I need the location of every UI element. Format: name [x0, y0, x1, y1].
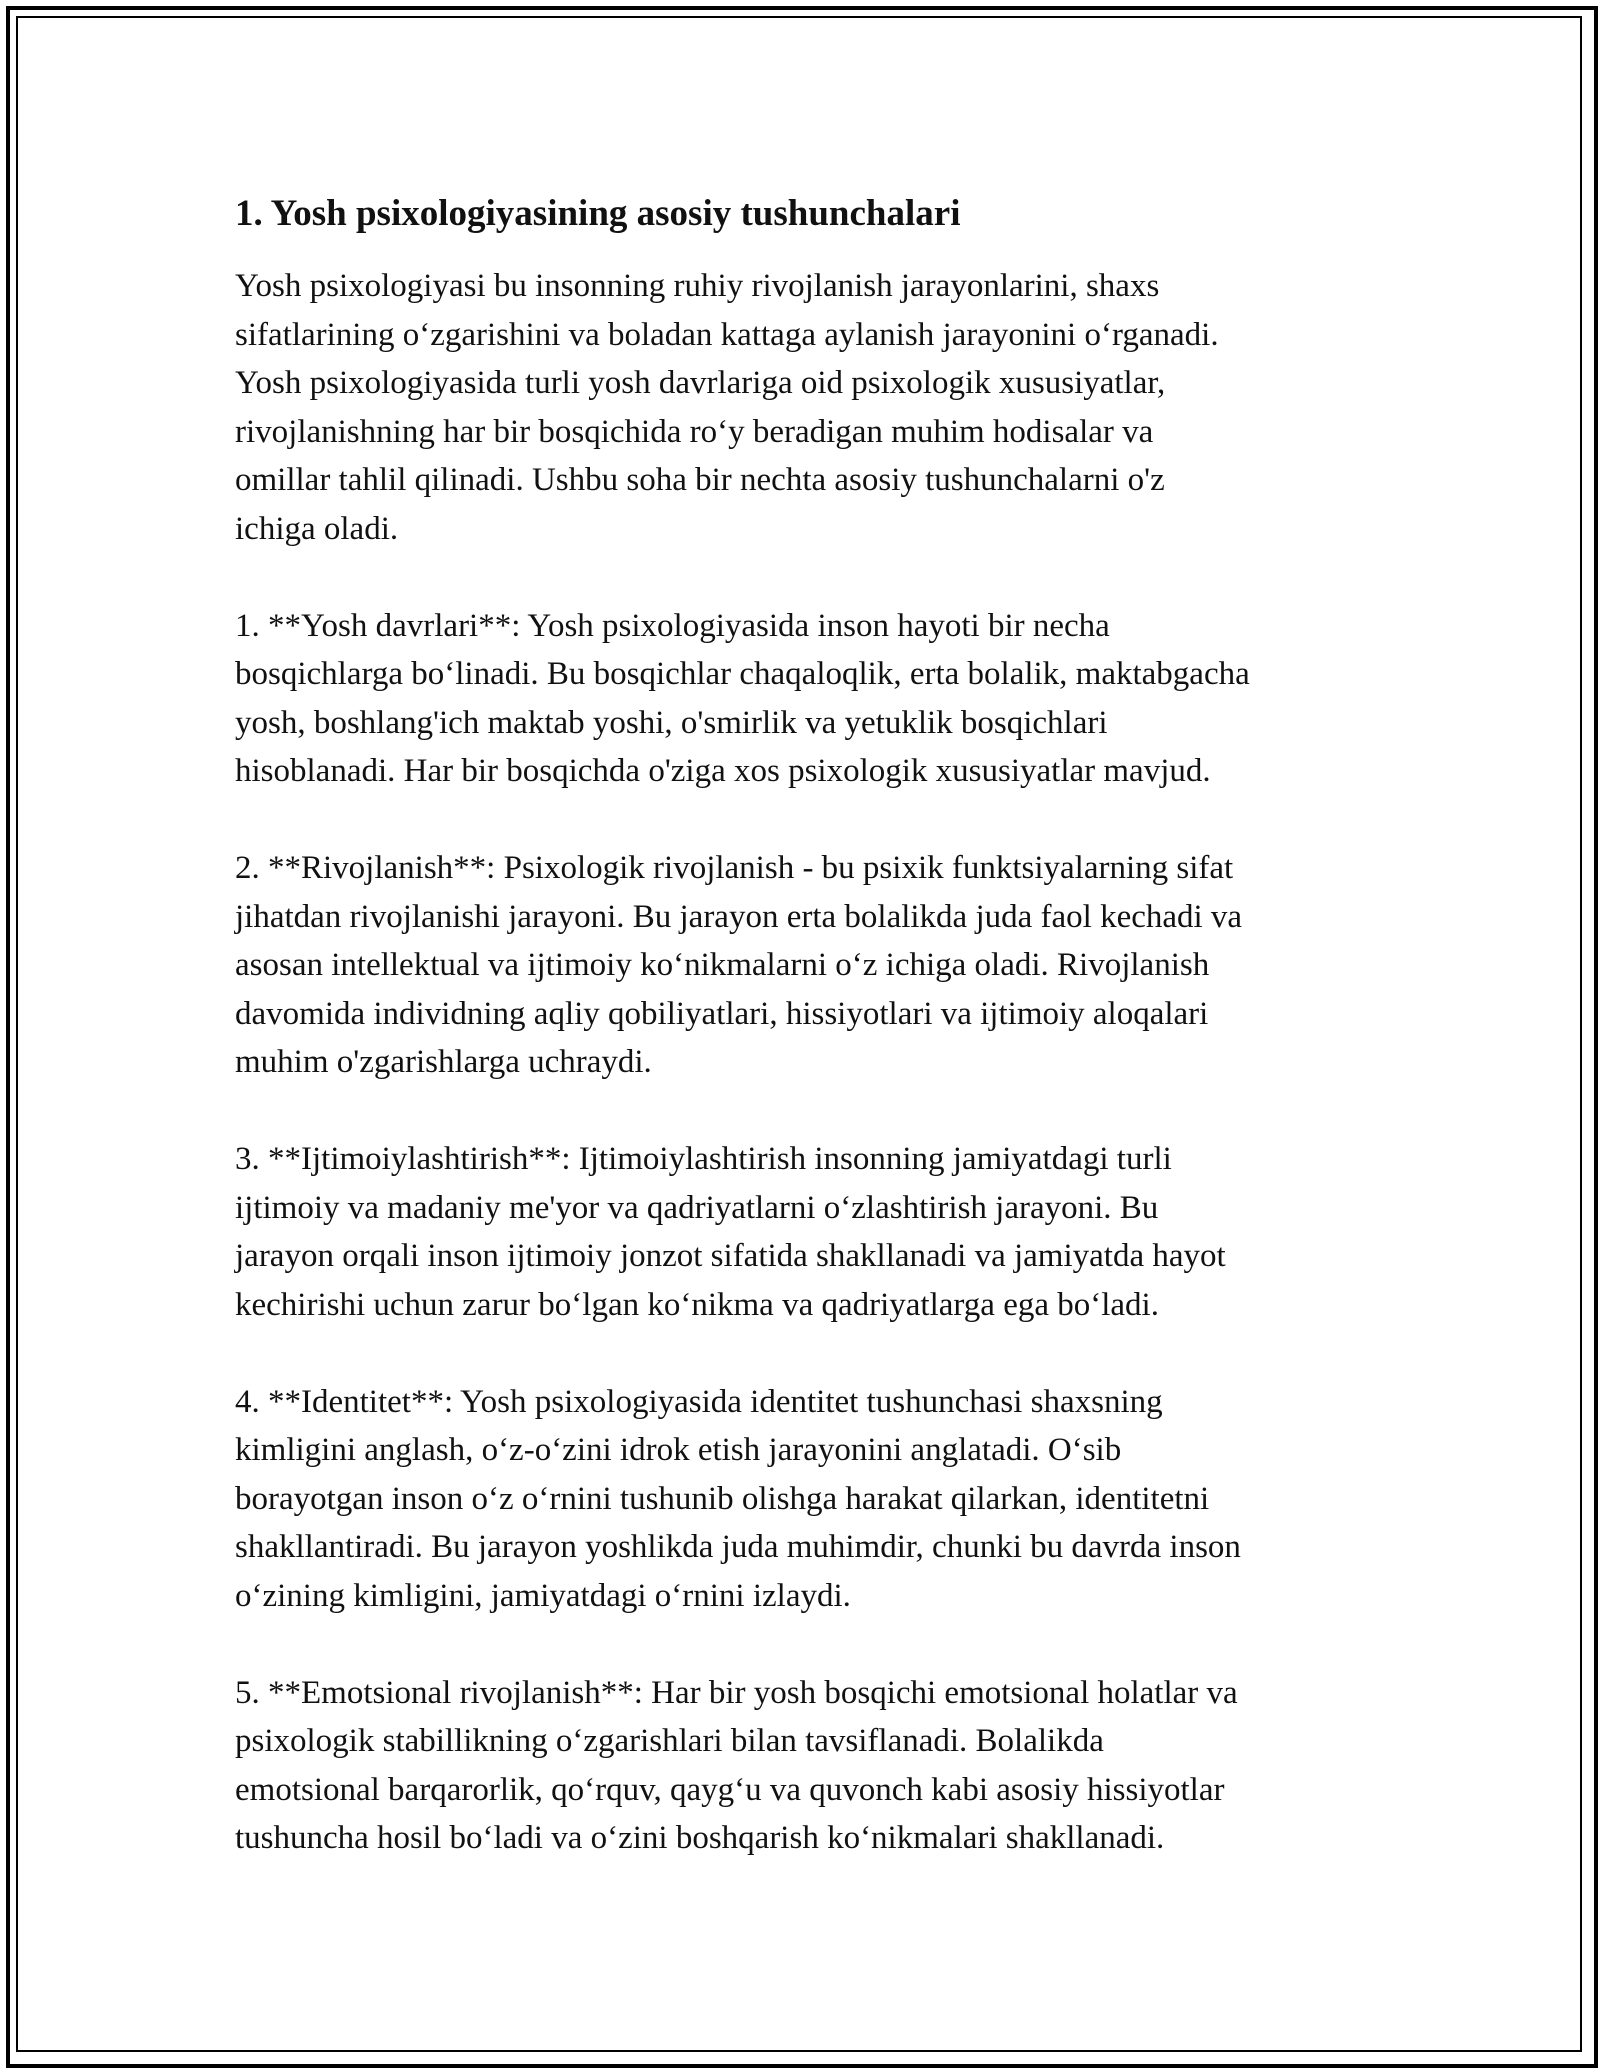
paragraph-yosh-davrlari: 1. **Yosh davrlari**: Yosh psixologiyasida inson hayoti bir necha bosqichlarga bo‘linadi. Bu bosqichlar chaqaloqlik, erta bolalik, maktabgacha yosh, boshlang'ich maktab yoshi, o'smirlik va yetuklik bosqichlari hisoblanadi. Har bir bosqichda o'ziga xos psixologik xususiyatlar mavjud. — [235, 607, 1250, 789]
paragraph-identitet: 4. **Identitet**: Yosh psixologiyasida identitet tushunchasi shaxsning kimligini anglash, o‘z-o‘zini idrok etish jarayonini anglatadi. O‘sib borayotgan inson o‘z o‘rnini tushunib olishga harakat qilarkan, identitetni shakllantiradi. Bu jarayon yoshlikda juda muhimdir, chunki bu davrda inson o‘zining kimligini, jamiyatdagi o‘rnini izlaydi. — [235, 1383, 1241, 1614]
paragraph-rivojlanish: 2. **Rivojlanish**: Psixologik rivojlanish - bu psixik funktsiyalarning sifat jihatdan rivojlanishi jarayoni. Bu jarayon erta bolalikda juda faol kechadi va asosan intellektual va ijtimoiy ko‘nikmalarni o‘z ichiga oladi. Rivojlanish davomida individning aqliy qobiliyatlari, hissiyotlari va ijtimoiy aloqalari muhim o'zgarishlarga uchraydi. — [235, 850, 1243, 1080]
document-body — [235, 188, 1385, 1911]
document-title: 1. Yosh psixologiyasining asosiy tushunchalari — [235, 193, 961, 234]
intro-paragraph: Yosh psixologiyasi bu insonning ruhiy rivojlanish jarayonlarini, shaxs sifatlarining o‘zgarishini va boladan kattaga aylanish jarayonini o‘rganadi. Yosh psixologiyasida turli yosh davrlariga oid psixologik xususiyatlar, rivojlanishning har bir bosqichida ro‘y beradigan muhim hodisalar va omillar tahlil qilinadi. Ushbu soha bir nechta asosiy tushunchalarni o'z ichiga oladi. — [235, 268, 1219, 547]
paragraph-ijtimoiylashtirish: 3. **Ijtimoiylashtirish**: Ijtimoiylashtirish insonning jamiyatdagi turli ijtimoiy va madaniy me'yor va qadriyatlarni o‘zlashtirish jarayoni. Bu jarayon orqali inson ijtimoiy jonzot sifatida shakllanadi va jamiyatda hayot kechirishi uchun zarur bo‘lgan ko‘nikma va qadriyatlarga ega bo‘ladi. — [235, 1141, 1226, 1323]
paragraph-emotsional-rivojlanish: 5. **Emotsional rivojlanish**: Har bir yosh bosqichi emotsional holatlar va psixologik stabillikning o‘zgarishlari bilan tavsiflanadi. Bolalikda emotsional barqarorlik, qo‘rquv, qayg‘u va quvonch kabi asosiy hissiyotlar tushuncha hosil bo‘ladi va o‘zini boshqarish ko‘nikmalari shakllanadi. — [235, 1674, 1238, 1856]
